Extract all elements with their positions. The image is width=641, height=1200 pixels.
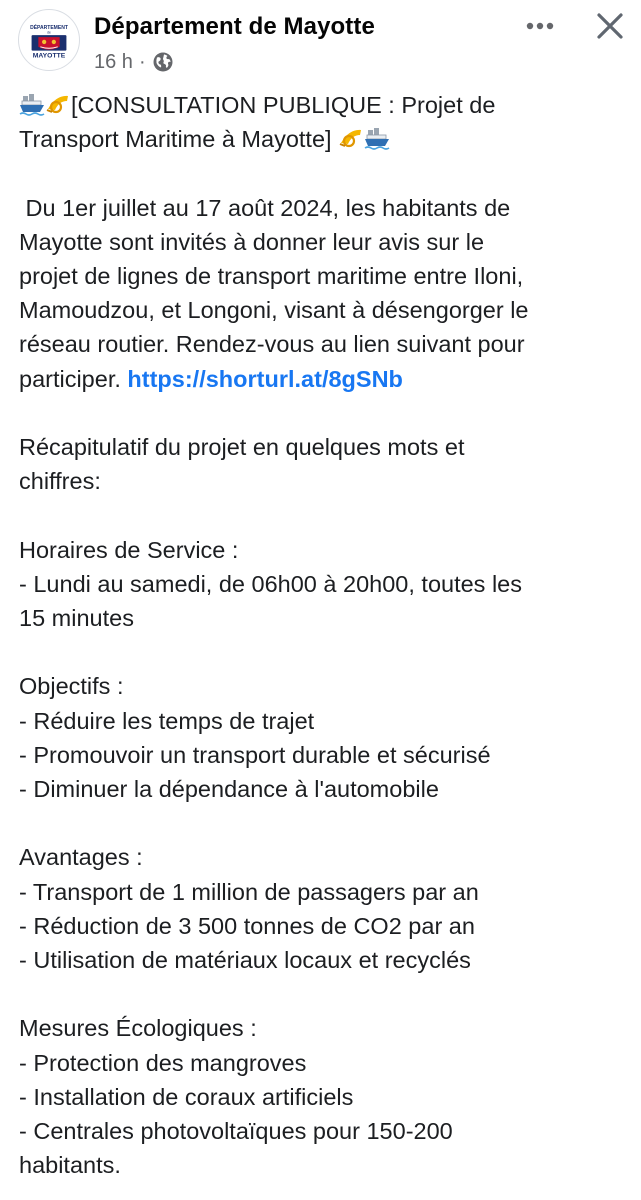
list-item: 15 minutes	[19, 605, 134, 631]
list-item: - Lundi au samedi, de 06h00 à 20h00, toutes les	[19, 570, 523, 597]
post-text	[19, 88, 624, 1182]
intro-paragraph	[19, 191, 624, 396]
section-heading: Mesures Écologiques :	[19, 1015, 257, 1042]
section-mesures	[19, 1011, 624, 1182]
section-heading: Objectifs :	[19, 673, 124, 700]
summary-paragraph	[19, 430, 624, 498]
section-objectifs	[19, 669, 624, 806]
meta-separator: ·	[138, 51, 146, 73]
text-line: Mayotte sont invités à donner leur avis sur le	[19, 228, 485, 255]
list-item: - Réduire les temps de trajet	[19, 707, 315, 734]
list-item: - Diminuer la dépendance à l'automobile	[19, 776, 439, 802]
close-button[interactable]	[590, 6, 630, 46]
mayotte-logo-icon	[19, 10, 79, 70]
page-name[interactable]: Département de Mayotte	[94, 13, 375, 40]
post-time[interactable]: 16 h	[94, 50, 133, 73]
list-item: - Installation de coraux artificiels	[19, 1083, 354, 1110]
text-line: chiffres:	[19, 468, 101, 495]
list-item: - Promouvoir un transport durable et sécurisé	[19, 741, 491, 768]
close-icon	[590, 6, 630, 46]
text-line: Du 1er juillet au 17 août 2024, les habitants de	[19, 194, 511, 221]
list-item: - Utilisation de matériaux locaux et recyclés	[19, 947, 471, 973]
list-item: - Transport de 1 million de passagers par an	[19, 878, 479, 905]
section-heading: Avantages :	[19, 844, 143, 871]
post-meta	[94, 49, 174, 75]
text-line: Mamoudzou, et Longoni, visant à désengorger le	[19, 297, 529, 324]
svg-text:DÉPARTEMENT: DÉPARTEMENT	[30, 24, 68, 31]
section-horaires	[19, 533, 624, 636]
svg-text:MAYOTTE: MAYOTTE	[32, 52, 66, 60]
globe-icon	[152, 51, 174, 73]
postal-horn-emoji-icon	[45, 91, 71, 117]
post-title: [CONSULTATION PUBLIQUE : Projet de Transport Maritime à Mayotte]	[19, 92, 496, 153]
text-line: réseau routier. Rendez-vous au lien suivant pour	[19, 331, 525, 358]
ship-emoji-icon	[364, 125, 390, 151]
more-options-button[interactable]	[520, 10, 560, 42]
list-item: - Protection des mangroves	[19, 1049, 307, 1076]
text-line: participer.	[19, 365, 128, 392]
consultation-link[interactable]: https://shorturl.at/8gSNb	[127, 365, 403, 392]
post-header	[0, 0, 641, 84]
text-line: projet de lignes de transport maritime entre Iloni,	[19, 263, 524, 289]
postal-horn-emoji-icon	[338, 125, 364, 151]
avatar[interactable]	[18, 9, 80, 71]
ship-emoji-icon	[19, 91, 45, 117]
list-item: habitants.	[19, 1152, 121, 1179]
svg-text:de: de	[47, 30, 51, 35]
section-heading: Horaires de Service :	[19, 536, 239, 563]
section-avantages	[19, 840, 624, 977]
list-item: - Centrales photovoltaïques pour 150-200	[19, 1118, 453, 1144]
more-horizontal-icon	[520, 10, 560, 42]
text-line: Récapitulatif du projet en quelques mots et	[19, 434, 465, 460]
list-item: - Réduction de 3 500 tonnes de CO2 par an	[19, 912, 475, 939]
